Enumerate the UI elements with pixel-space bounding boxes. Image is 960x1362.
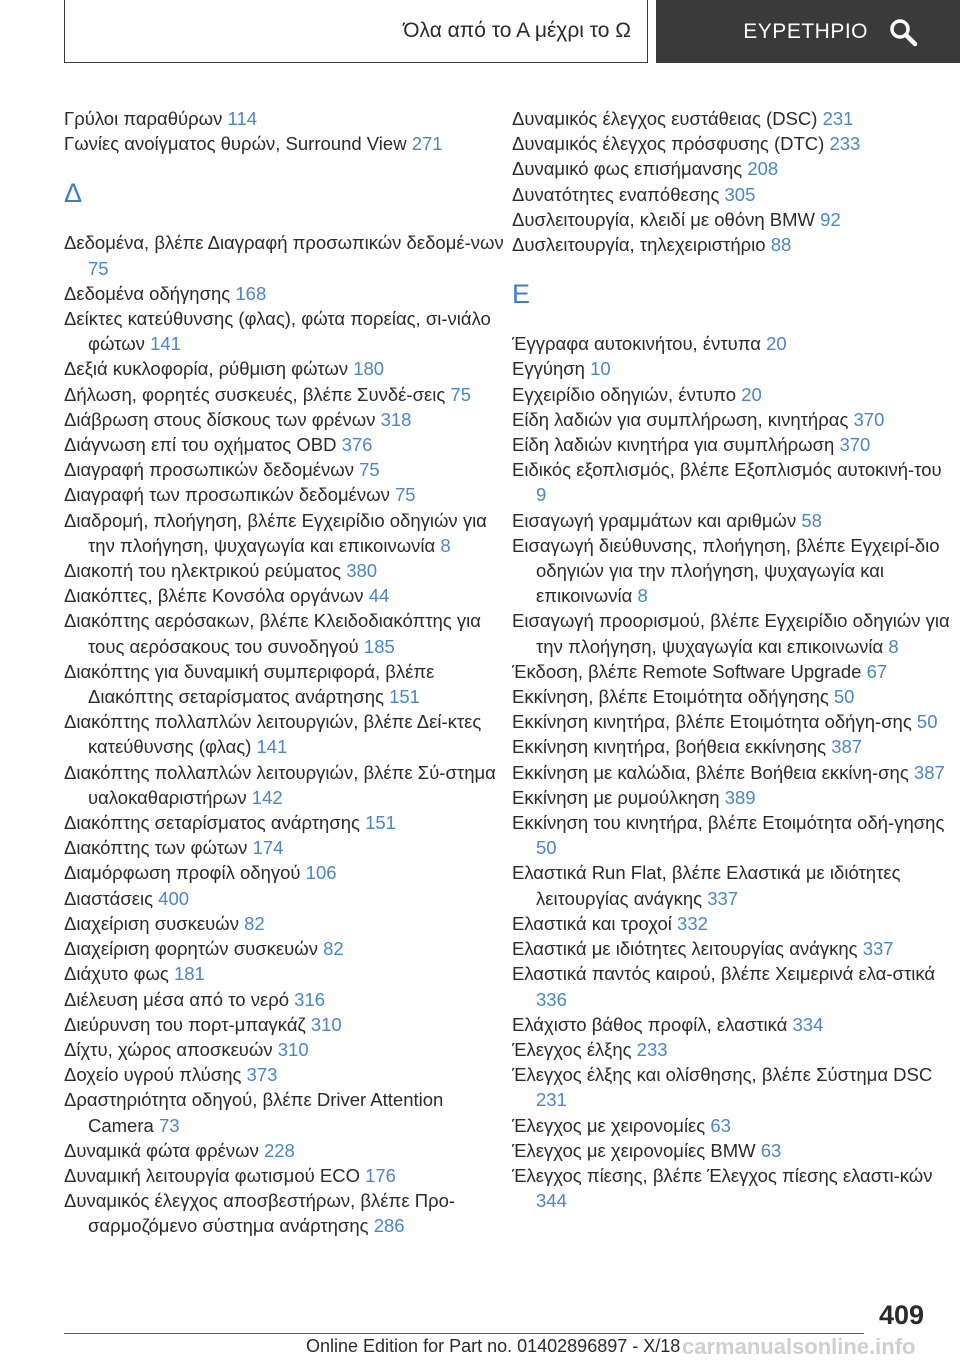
index-entry-page-link[interactable]: 334 <box>792 1013 824 1035</box>
index-entry-text: Δίχτυ, χώρος αποσκευών <box>64 1038 273 1060</box>
index-entry <box>512 734 952 759</box>
index-entry-text: Διαγραφή προσωπικών δεδομένων <box>64 459 354 481</box>
index-entry-text: Δυναμικό φως επισήμανσης <box>512 158 743 180</box>
index-entry-page-link[interactable]: 63 <box>760 1139 782 1161</box>
index-entry-text: Εκκίνηση κινητήρα, βλέπε Ετοιμότητα οδήγη-σης <box>512 711 912 733</box>
index-entry-text: Διακόπτης των φώτων <box>64 837 248 859</box>
index-entry-page-link[interactable]: 10 <box>590 358 611 380</box>
index-entry-text: Διακόπτης πολλαπλών λειτουργιών, βλέπε Δεί-κτες κατεύθυνσης (φλας) <box>64 711 482 758</box>
index-entry <box>512 608 952 658</box>
index-entry-page-link[interactable]: 8 <box>440 534 451 556</box>
index-entry <box>64 936 504 961</box>
index-entry <box>64 911 504 936</box>
index-entry-text: Διαδρομή, πλοήγηση, βλέπε Εγχειρίδιο οδηγιών για την πλοήγηση, ψυχαγωγία και επικοινωνία <box>64 509 487 556</box>
index-entry-text: Δεξιά κυκλοφορία, ρύθμιση φώτων <box>64 358 349 380</box>
index-entry <box>64 1163 504 1188</box>
index-entry-text: Δυναμικά φώτα φρένων <box>64 1139 259 1161</box>
index-entry <box>64 860 504 885</box>
index-letter-heading: Δ <box>64 178 83 209</box>
footer-edition-text: Online Edition for Part no. 01402896897 - X/18 <box>306 1336 681 1356</box>
index-entry-page-link[interactable]: 20 <box>741 383 762 405</box>
index-entry <box>512 1113 952 1138</box>
index-entry-text: Δυσλειτουργία, κλειδί με οθόνη BMW <box>512 208 816 230</box>
index-entry-page-link[interactable]: 271 <box>411 133 443 155</box>
index-entry-text: Είδη λαδιών για συμπλήρωση, κινητήρας <box>512 408 849 430</box>
index-entry-text: Δυνατότητες εναπόθεσης <box>512 183 720 205</box>
index-entry <box>512 911 952 936</box>
index-entry-text: Διακόπτης σεταρίσματος ανάρτησης <box>64 812 360 834</box>
index-entry <box>512 382 952 407</box>
index-entry-text: Εγγύηση <box>512 358 585 380</box>
index-entry <box>64 1087 504 1137</box>
index-entry <box>64 1062 504 1087</box>
index-entry-text: Εκκίνηση του κινητήρα, βλέπε Ετοιμότητα οδή-γησης <box>512 812 945 834</box>
index-entry-text: Γρύλοι παραθύρων <box>64 108 223 129</box>
index-entry-text: Εκκίνηση με καλώδια, βλέπε Βοήθεια εκκίνη-σης <box>512 761 909 783</box>
index-entry-page-link[interactable]: 75 <box>394 484 416 506</box>
index-entry <box>512 1163 952 1213</box>
index-entry-page-link[interactable]: 332 <box>677 912 708 934</box>
index-entry <box>64 356 504 381</box>
index-entry-page-link[interactable]: 151 <box>365 812 396 834</box>
index-entry-page-link[interactable]: 387 <box>831 736 863 758</box>
index-entry-text: Δραστηριότητα οδηγού, βλέπε Driver Attention Camera <box>64 1089 444 1136</box>
index-entry-text: Εκκίνηση, βλέπε Ετοιμότητα οδήγησης <box>512 686 829 708</box>
index-entry-text: Δυναμικός έλεγχος πρόσφυσης (DTC) <box>512 133 825 155</box>
index-entry-page-link[interactable]: 305 <box>724 183 756 205</box>
index-entry-page-link[interactable]: 337 <box>707 887 739 909</box>
header-index-label: ΕΥΡΕΤΗΡΙΟ <box>743 19 868 43</box>
index-entry <box>512 356 952 381</box>
index-entry-page-link[interactable]: 75 <box>450 383 471 405</box>
index-entry-text: Έγγραφα αυτοκινήτου, έντυπα <box>512 333 761 355</box>
index-entry <box>64 810 504 835</box>
index-entry-text: Ελαστικά με ιδιότητες λειτουργίας ανάγκης <box>512 938 858 960</box>
index-entry-page-link[interactable]: 380 <box>346 560 378 582</box>
index-entry-text: Είδη λαδιών κινητήρα για συμπλήρωση <box>512 434 835 456</box>
index-entry-page-link[interactable]: 63 <box>710 1114 731 1136</box>
index-entry-text: Διέλευση μέσα από το νερό <box>64 988 290 1010</box>
index-entry-page-link[interactable]: 50 <box>833 686 855 708</box>
index-entry-text: Διαχείριση φορητών συσκευών <box>64 938 318 960</box>
index-entry <box>512 432 952 457</box>
index-entry-page-link[interactable]: 181 <box>173 963 205 985</box>
index-entry <box>512 407 952 432</box>
index-entry <box>64 987 504 1012</box>
index-entry-page-link[interactable]: 318 <box>380 408 412 430</box>
index-entry <box>64 961 504 986</box>
index-entry <box>64 835 504 860</box>
index-entry <box>512 106 952 131</box>
index-entry-page-link[interactable]: 344 <box>536 1190 567 1212</box>
index-entry <box>512 785 952 810</box>
header-section-box <box>64 0 648 63</box>
index-entry-page-link[interactable]: 286 <box>373 1215 405 1237</box>
index-entry <box>64 508 504 558</box>
index-entry-text: Εισαγωγή προορισμού, βλέπε Εγχειρίδιο οδηγιών για την πλοήγηση, ψυχαγωγία και επικοινωνία <box>512 610 950 657</box>
index-entry-page-link[interactable]: 373 <box>246 1064 278 1086</box>
index-entry-page-link[interactable]: 168 <box>235 282 267 304</box>
index-entry <box>512 810 952 860</box>
index-entry <box>64 1138 504 1163</box>
index-entry-page-link[interactable]: 370 <box>839 434 871 456</box>
index-entry <box>64 106 504 131</box>
index-entry-page-link[interactable]: 106 <box>305 862 337 884</box>
index-entry-text: Διαχείριση συσκευών <box>64 912 239 934</box>
index-entry-text: Ελαστικά παντός καιρού, βλέπε Χειμερινά ελα-στικά <box>512 963 936 985</box>
index-entry-page-link[interactable]: 176 <box>365 1164 396 1186</box>
index-entry-page-link[interactable]: 141 <box>256 736 288 758</box>
index-entry <box>512 331 952 356</box>
index-entry-page-link[interactable]: 92 <box>820 208 841 230</box>
index-entry-page-link[interactable]: 233 <box>829 133 861 155</box>
index-entry-page-link[interactable]: 82 <box>244 912 265 934</box>
index-column-right <box>512 106 952 1213</box>
index-entry-page-link[interactable]: 316 <box>294 988 326 1010</box>
index-entry <box>64 886 504 911</box>
index-entry <box>512 1062 952 1112</box>
index-entry-text: Διακόπτης πολλαπλών λειτουργιών, βλέπε Σύ-στημα υαλοκαθαριστήρων <box>64 761 496 808</box>
index-entry-text: Εγχειρίδιο οδηγιών, έντυπο <box>512 383 737 405</box>
index-entry-page-link[interactable]: 75 <box>359 459 380 481</box>
index-entry <box>512 156 952 181</box>
index-entry-page-link[interactable]: 310 <box>277 1038 309 1060</box>
index-entry-page-link[interactable]: 50 <box>536 837 557 859</box>
index-entry-text: Εκκίνηση με ρυμούλκηση <box>512 786 720 808</box>
index-entry <box>512 182 952 207</box>
index-entry-text: Δεδομένα, βλέπε Διαγραφή προσωπικών δεδομέ-νων <box>64 232 504 254</box>
index-entry-text: Διάχυτο φως <box>64 963 169 985</box>
index-entry <box>512 1012 952 1037</box>
index-entry-page-link[interactable]: 141 <box>150 333 181 355</box>
header-section-title: Όλα από το Α μέχρι το Ω <box>403 19 631 42</box>
index-entry-page-link[interactable]: 337 <box>862 938 894 960</box>
index-entry-page-link[interactable]: 376 <box>341 434 373 456</box>
index-entry <box>64 407 504 432</box>
index-entry-text: Έκδοση, βλέπε Remote Software Upgrade <box>512 660 862 682</box>
index-entry <box>64 457 504 482</box>
index-entry <box>512 936 952 961</box>
index-entry-text: Εισαγωγή γραμμάτων και αριθμών <box>512 509 797 531</box>
index-entry-page-link[interactable]: 185 <box>363 635 395 657</box>
index-entry-text: Ελάχιστο βάθος προφίλ, ελαστικά <box>512 1013 788 1035</box>
index-entry-text: Διάβρωση στους δίσκους των φρένων <box>64 408 376 430</box>
index-entry-text: Διαστάσεις <box>64 887 154 909</box>
index-entry <box>512 533 952 609</box>
index-entry-page-link[interactable]: 67 <box>866 660 888 682</box>
index-entry-text: Διεύρυνση του πορτ-μπαγκάζ <box>64 1013 306 1035</box>
index-entry <box>512 131 952 156</box>
index-entry <box>64 583 504 608</box>
index-entry <box>512 1037 952 1062</box>
index-entry <box>64 709 504 759</box>
index-entry-text: Ελαστικά και τροχοί <box>512 912 672 934</box>
index-entry-page-link[interactable]: 75 <box>88 257 109 279</box>
index-column-left <box>64 106 504 1239</box>
index-entry <box>512 1138 952 1163</box>
index-entry <box>64 281 504 306</box>
index-entry-text: Έλεγχος με χειρονομίες <box>512 1114 706 1136</box>
index-entry-text: Ειδικός εξοπλισμός, βλέπε Εξοπλισμός αυτοκινή-του <box>512 459 942 481</box>
index-entry-page-link[interactable]: 336 <box>536 988 567 1010</box>
index-entry <box>512 684 952 709</box>
index-entry-page-link[interactable]: 142 <box>251 786 283 808</box>
index-entry-page-link[interactable]: 233 <box>636 1038 668 1060</box>
index-entry-text: Δυναμικός έλεγχος ευστάθειας (DSC) <box>512 108 818 129</box>
index-entry-page-link[interactable]: 20 <box>766 333 787 355</box>
index-entry <box>64 1012 504 1037</box>
index-entry <box>64 558 504 583</box>
index-entry-text: Διάγνωση επί του οχήματος OBD <box>64 434 337 456</box>
index-entry <box>512 760 952 785</box>
index-entry-page-link[interactable]: 114 <box>227 108 258 129</box>
index-entry <box>64 1037 504 1062</box>
index-entry <box>512 659 952 684</box>
index-entry <box>64 608 504 658</box>
index-entry <box>64 432 504 457</box>
index-entry-text: Έλεγχος πίεσης, βλέπε Έλεγχος πίεσης ελαστι-κών <box>512 1164 933 1186</box>
index-entry-page-link[interactable]: 370 <box>853 408 885 430</box>
index-entry-page-link[interactable]: 310 <box>310 1013 342 1035</box>
index-entry-page-link[interactable]: 82 <box>323 938 344 960</box>
index-entry <box>512 860 952 910</box>
index-entry-text: Δείκτες κατεύθυνσης (φλας), φώτα πορείας, σι-νιάλο φώτων <box>64 308 491 355</box>
index-entry-page-link[interactable]: 174 <box>252 837 284 859</box>
index-entry-text: Δοχείο υγρού πλύσης <box>64 1064 242 1086</box>
index-entry-text: Εισαγωγή διεύθυνσης, πλοήγηση, βλέπε Εγχειρί-διο οδηγιών για την πλοήγηση, ψυχαγωγία και επικοινωνία <box>512 534 940 607</box>
index-entry-text: Έλεγχος έλξης <box>512 1038 632 1060</box>
index-entry <box>64 131 504 156</box>
index-entry-text: Δυσλειτουργία, τηλεχειριστήριο <box>512 234 766 256</box>
index-entry-text: Διακόπτης για δυναμική συμπεριφορά, βλέπε Διακόπτης σεταρίσματος ανάρτησης <box>64 660 435 708</box>
index-entry-page-link[interactable]: 231 <box>536 1089 567 1111</box>
index-entry <box>64 1188 504 1238</box>
index-entry <box>512 709 952 734</box>
index-entry-page-link[interactable]: 389 <box>724 786 756 808</box>
index-entry-text: Δήλωση, φορητές συσκευές, βλέπε Συνδέ-σεις <box>64 383 446 405</box>
index-entry-page-link[interactable]: 88 <box>770 234 792 256</box>
index-entry-page-link[interactable]: 151 <box>389 686 420 708</box>
index-entry-page-link[interactable]: 387 <box>913 761 945 783</box>
index-entry-text: Διαγραφή των προσωπικών δεδομένων <box>64 484 390 506</box>
index-entry-text: Δυναμική λειτουργία φωτισμού ECO <box>64 1164 360 1186</box>
index-entry <box>512 961 952 1011</box>
index-entry-text: Γωνίες ανοίγματος θυρών, Surround View <box>64 133 407 155</box>
index-entry <box>64 230 504 280</box>
index-entry-page-link[interactable]: 44 <box>368 585 390 607</box>
index-entry <box>64 306 504 356</box>
index-entry-page-link[interactable]: 400 <box>158 887 190 909</box>
index-entry-page-link[interactable]: 180 <box>353 358 385 380</box>
watermark: carmanualsonline.info <box>682 1334 916 1359</box>
index-entry <box>64 482 504 507</box>
index-entry <box>64 659 504 709</box>
index-entry-text: Δεδομένα οδήγησης <box>64 282 231 304</box>
index-entry-text: Ελαστικά Run Flat, βλέπε Ελαστικά με ιδιότητες λειτουργίας ανάγκης <box>512 862 901 909</box>
index-entry-page-link[interactable]: 58 <box>801 509 822 531</box>
index-entry-page-link[interactable]: 208 <box>747 158 779 180</box>
index-entry-page-link[interactable]: 231 <box>822 108 854 129</box>
index-entry-page-link[interactable]: 8 <box>888 635 899 657</box>
index-entry <box>64 760 504 810</box>
index-entry-text: Διαμόρφωση προφίλ οδηγού <box>64 862 301 884</box>
search-icon[interactable] <box>888 17 918 47</box>
index-entry <box>512 508 952 533</box>
index-entry-page-link[interactable]: 50 <box>916 711 938 733</box>
header-index-tab[interactable] <box>656 0 960 63</box>
index-entry-text: Έλεγχος με χειρονομίες BMW <box>512 1139 756 1161</box>
index-entry-page-link[interactable]: 228 <box>263 1139 295 1161</box>
index-entry-text: Διακόπτες, βλέπε Κονσόλα οργάνων <box>64 585 364 607</box>
index-entry <box>512 232 952 257</box>
page-number: 409 <box>878 1300 924 1330</box>
index-entry-text: Διακοπή του ηλεκτρικού ρεύματος <box>64 560 342 582</box>
index-entry <box>512 457 952 507</box>
index-entry-page-link[interactable]: 8 <box>637 585 648 607</box>
index-entry-text: Δυναμικός έλεγχος αποσβεστήρων, βλέπε Προ-σαρμοζόμενο σύστημα ανάρτησης <box>64 1190 456 1237</box>
index-entry-page-link[interactable]: 73 <box>158 1114 180 1136</box>
index-entry-text: Διακόπτης αερόσακων, βλέπε Κλειδοδιακόπτης για τους αερόσακους του συνοδηγού <box>64 610 481 657</box>
index-letter-heading: Ε <box>512 279 531 310</box>
index-entry-text: Εκκίνηση κινητήρα, βοήθεια εκκίνησης <box>512 736 827 758</box>
index-entry-text: Έλεγχος έλξης και ολίσθησης, βλέπε Σύστημα DSC <box>512 1064 933 1086</box>
index-entry <box>64 382 504 407</box>
index-entry-page-link[interactable]: 9 <box>536 484 547 506</box>
index-entry <box>512 207 952 232</box>
